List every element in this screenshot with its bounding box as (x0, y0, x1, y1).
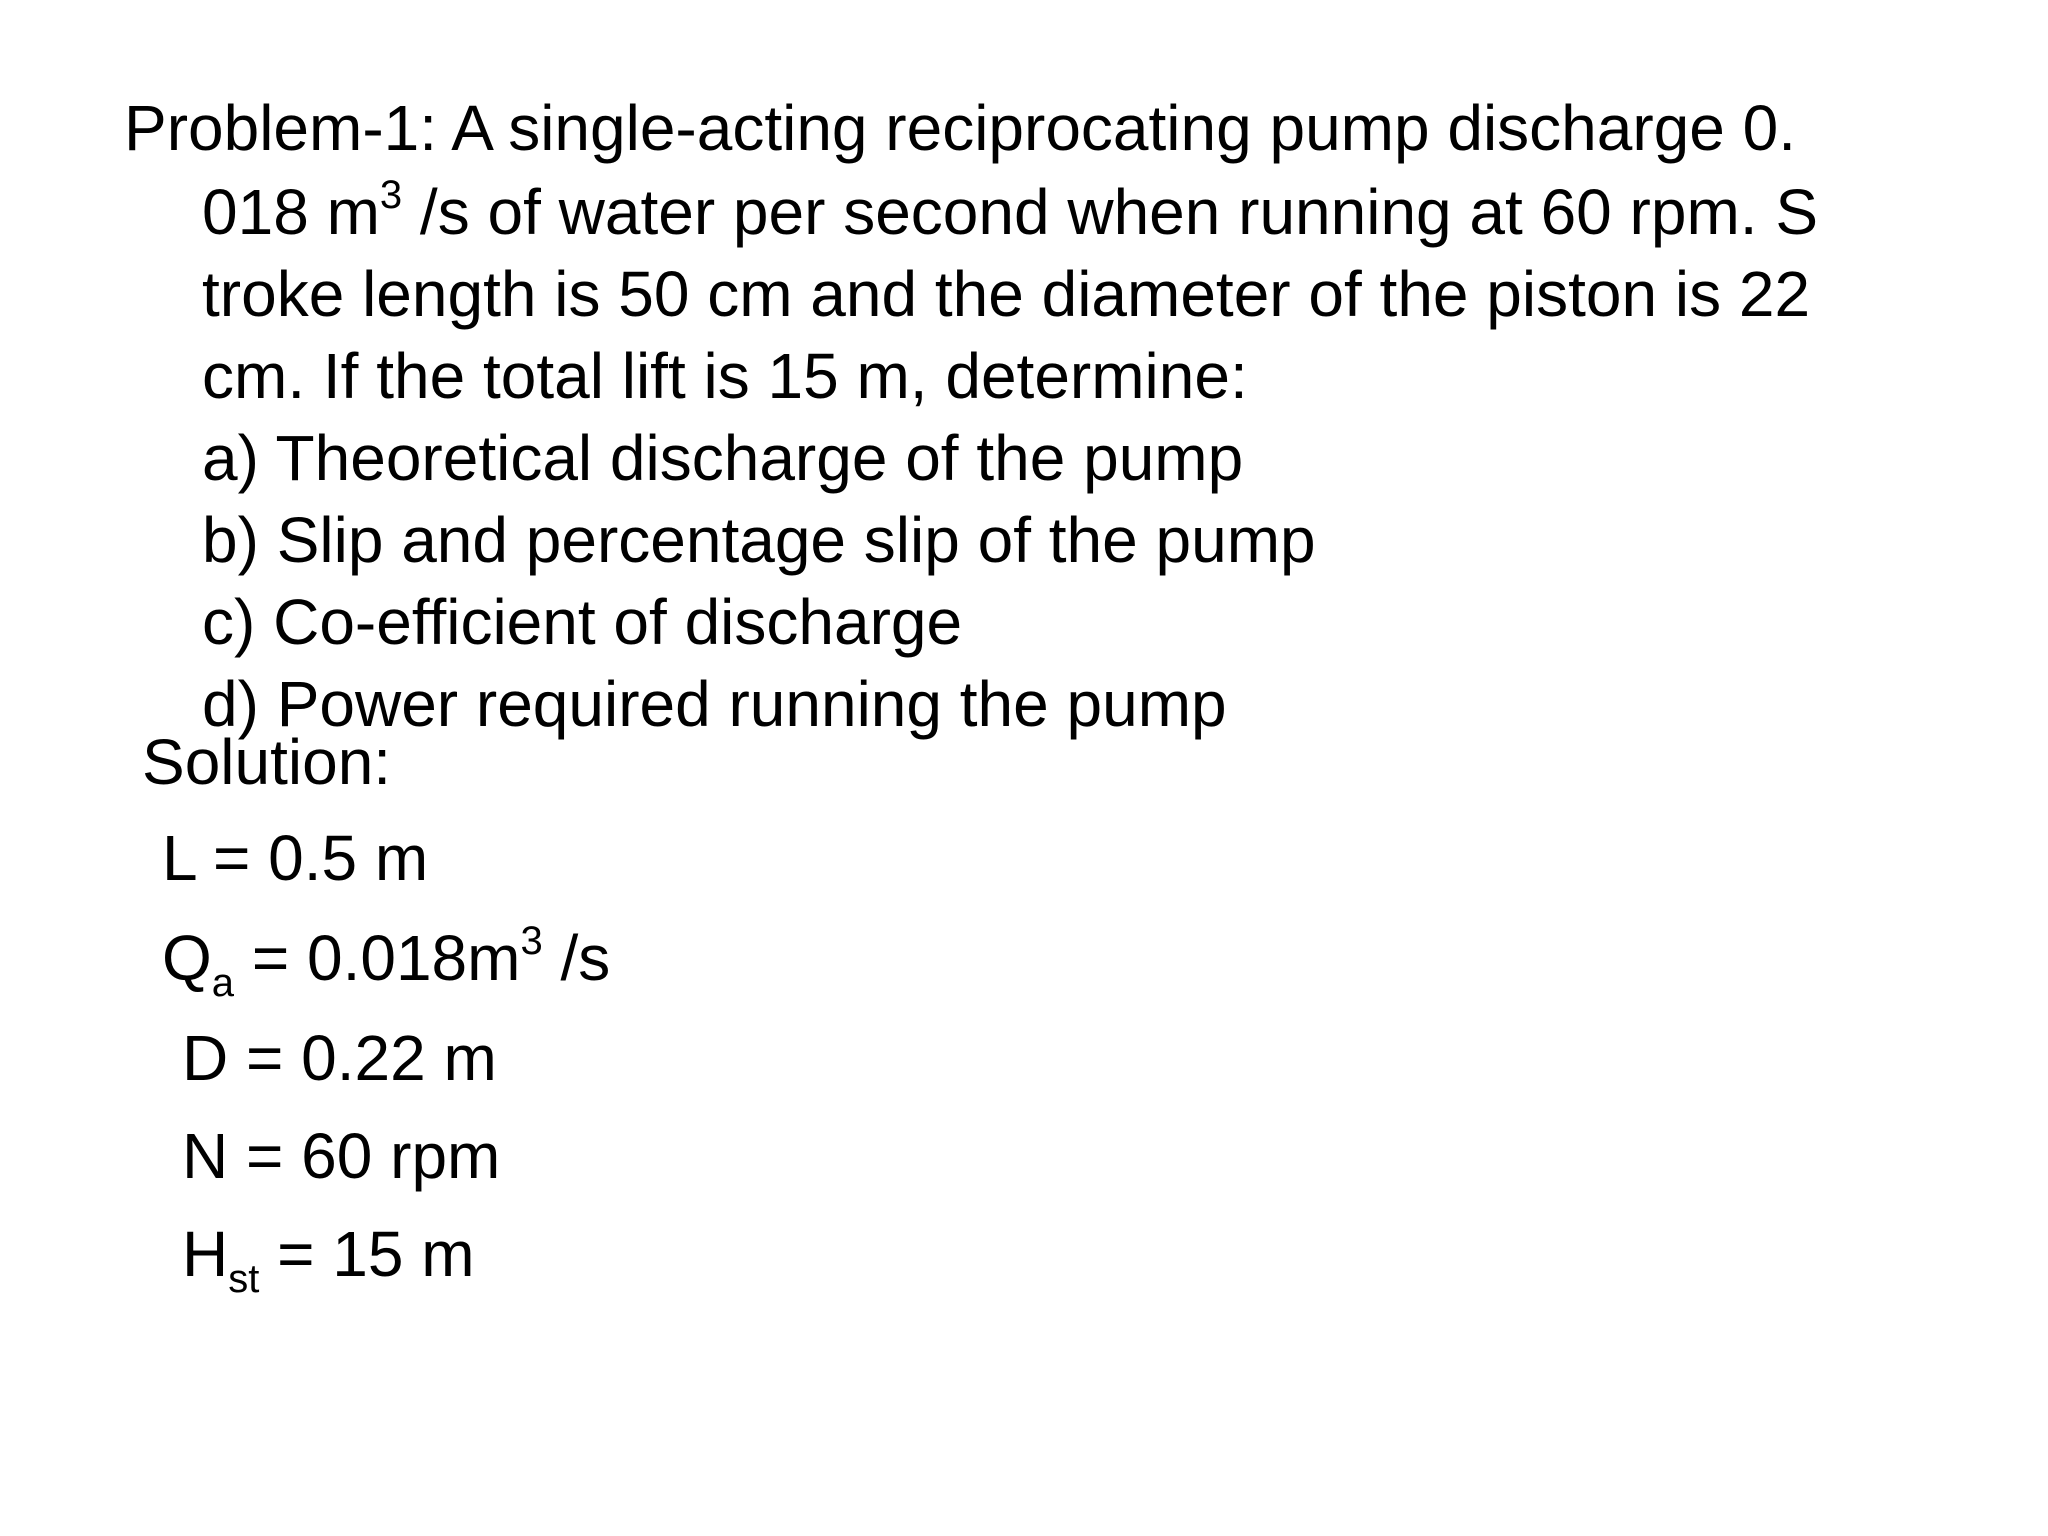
question-text: b) Slip and percentage slip of the pump (202, 504, 1316, 576)
problem-text: /s of water per second when running at 60 rpm. S (402, 176, 1818, 248)
problem-statement-line-3 (202, 258, 1811, 330)
question-text: d) Power required running the pump (202, 668, 1227, 740)
problem-statement-line-1 (124, 92, 1796, 164)
solution-heading-text: Solution: (142, 726, 392, 798)
given-length (162, 822, 429, 894)
equation-text: = 15 m (259, 1218, 475, 1290)
question-item-b (202, 504, 1316, 576)
superscript: 3 (379, 173, 403, 217)
equation-symbol: H (182, 1218, 229, 1290)
given-diameter (182, 1022, 497, 1094)
subscript: a (211, 961, 235, 1005)
superscript: 3 (520, 919, 543, 963)
given-speed (182, 1120, 501, 1192)
equation-text: D = 0.22 m (182, 1022, 497, 1094)
equation-text: = 0.018m (234, 922, 521, 994)
equation-symbol: Q (162, 922, 212, 994)
given-actual-discharge (162, 919, 611, 1005)
solution-heading (142, 726, 392, 798)
problem-statement-line-4 (202, 340, 1248, 412)
subscript: st (228, 1257, 260, 1301)
equation-text: L = 0.5 m (162, 822, 429, 894)
problem-text: Problem-1: A single-acting reciprocating pump discharge 0. (124, 92, 1796, 164)
problem-text: 018 m (202, 176, 380, 248)
problem-text: cm. If the total lift is 15 m, determine: (202, 340, 1248, 412)
question-text: a) Theoretical discharge of the pump (202, 422, 1244, 494)
question-item-a (202, 422, 1244, 494)
given-static-head (182, 1218, 475, 1301)
problem-text: troke length is 50 cm and the diameter of the piston is 22 (202, 258, 1811, 330)
problem-statement-line-2 (202, 173, 1818, 248)
question-text: c) Co-efficient of discharge (202, 586, 963, 658)
equation-text: N = 60 rpm (182, 1120, 501, 1192)
equation-text: /s (542, 922, 611, 994)
question-item-c (202, 586, 963, 658)
